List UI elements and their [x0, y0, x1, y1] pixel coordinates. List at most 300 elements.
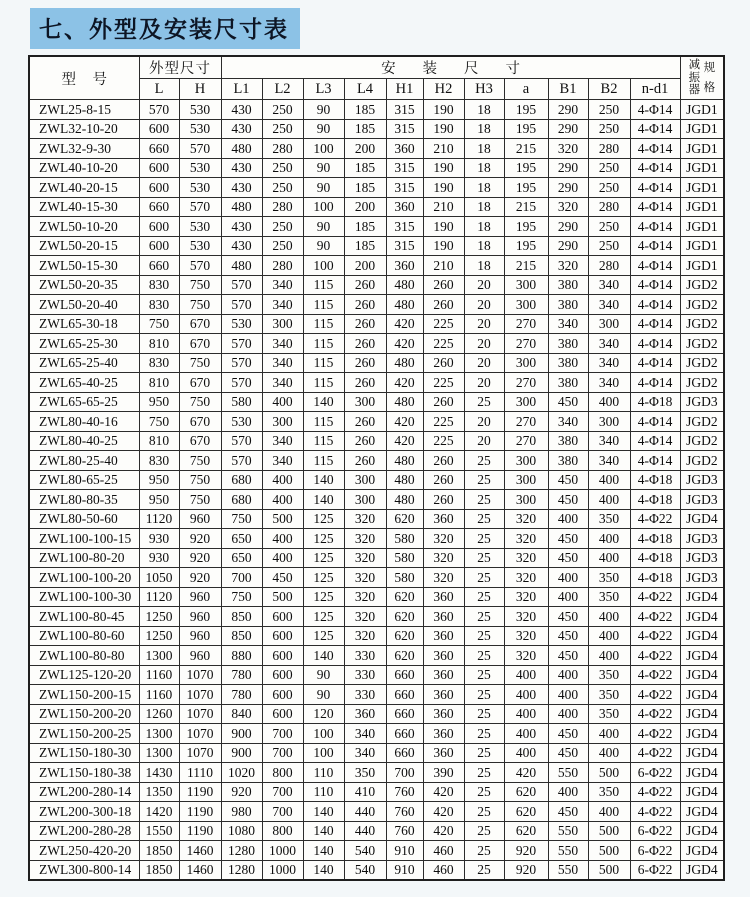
dim-cell: 1190	[179, 802, 221, 822]
dim-cell: 380	[548, 295, 588, 315]
model-cell: ZWL40-20-15	[29, 178, 139, 198]
dim-cell: 18	[464, 139, 504, 159]
dim-cell: 450	[548, 743, 588, 763]
dim-cell: 300	[262, 314, 303, 334]
dim-cell: 760	[386, 821, 423, 841]
dim-cell: 250	[588, 217, 630, 237]
dim-cell: 550	[548, 821, 588, 841]
dim-cell: 570	[221, 334, 262, 354]
dim-cell: 340	[262, 373, 303, 393]
dim-cell: 260	[344, 451, 386, 471]
dim-cell: 500	[262, 509, 303, 529]
dim-cell: 20	[464, 275, 504, 295]
dim-cell: 360	[423, 607, 464, 627]
model-column-header: 型 号	[29, 56, 139, 100]
column-header: L4	[344, 79, 386, 100]
dim-cell: 140	[303, 802, 344, 822]
dim-cell: 4-Φ22	[630, 626, 680, 646]
dim-cell: 140	[303, 470, 344, 490]
dim-cell: 330	[344, 685, 386, 705]
dim-cell: 360	[423, 743, 464, 763]
dim-cell: 18	[464, 178, 504, 198]
damper-spec-header	[680, 56, 724, 100]
dim-cell: 340	[588, 295, 630, 315]
dim-cell: 4-Φ14	[630, 451, 680, 471]
dim-cell: JGD2	[680, 314, 724, 334]
dim-cell: 420	[504, 763, 548, 783]
dim-cell: JGD4	[680, 821, 724, 841]
dim-cell: 830	[139, 451, 179, 471]
dim-cell: 300	[504, 392, 548, 412]
dim-cell: JGD2	[680, 295, 724, 315]
dim-cell: 350	[588, 587, 630, 607]
dim-cell: 350	[588, 685, 630, 705]
dim-cell: 140	[303, 392, 344, 412]
dim-cell: 530	[179, 158, 221, 178]
column-header: L1	[221, 79, 262, 100]
dim-cell: JGD4	[680, 587, 724, 607]
dim-cell: 290	[548, 100, 588, 120]
model-cell: ZWL80-40-16	[29, 412, 139, 432]
dim-cell: 330	[344, 646, 386, 666]
dim-cell: 25	[464, 821, 504, 841]
dim-cell: 25	[464, 587, 504, 607]
dim-cell: 570	[221, 451, 262, 471]
table-row	[29, 373, 724, 393]
dim-cell: 670	[179, 373, 221, 393]
dim-cell: 215	[504, 197, 548, 217]
model-cell: ZWL100-100-30	[29, 587, 139, 607]
dim-cell: 480	[386, 353, 423, 373]
dim-cell: 4-Φ14	[630, 314, 680, 334]
column-header: n-d1	[630, 79, 680, 100]
dim-cell: 320	[344, 607, 386, 627]
model-cell: ZWL300-800-14	[29, 860, 139, 880]
dim-cell: 6-Φ22	[630, 860, 680, 880]
dim-cell: 920	[179, 548, 221, 568]
dim-cell: 930	[139, 529, 179, 549]
dim-cell: 320	[504, 568, 548, 588]
dim-cell: 360	[423, 724, 464, 744]
dim-cell: 300	[344, 470, 386, 490]
dim-cell: 1190	[179, 782, 221, 802]
dim-cell: 1190	[179, 821, 221, 841]
dim-cell: 620	[386, 607, 423, 627]
dim-cell: 1460	[179, 860, 221, 880]
dim-cell: 1300	[139, 724, 179, 744]
dim-cell: 4-Φ22	[630, 509, 680, 529]
dim-cell: 300	[504, 275, 548, 295]
dim-cell: 400	[588, 743, 630, 763]
dim-cell: 100	[303, 256, 344, 276]
dim-cell: 195	[504, 100, 548, 120]
dim-cell: 1350	[139, 782, 179, 802]
table-row	[29, 724, 724, 744]
dim-cell: 1460	[179, 841, 221, 861]
table-row	[29, 392, 724, 412]
dim-cell: 195	[504, 119, 548, 139]
dim-cell: 320	[504, 509, 548, 529]
dim-cell: 440	[344, 821, 386, 841]
model-cell: ZWL100-100-20	[29, 568, 139, 588]
dim-cell: 300	[588, 412, 630, 432]
dim-cell: JGD2	[680, 373, 724, 393]
dim-cell: 530	[179, 100, 221, 120]
dim-cell: 340	[262, 295, 303, 315]
dim-cell: 340	[588, 451, 630, 471]
dim-cell: 1850	[139, 841, 179, 861]
dim-cell: 1080	[221, 821, 262, 841]
dim-cell: 225	[423, 431, 464, 451]
dim-cell: JGD2	[680, 275, 724, 295]
dim-cell: 570	[221, 373, 262, 393]
dim-cell: 260	[344, 353, 386, 373]
table-row	[29, 626, 724, 646]
dim-cell: 315	[386, 236, 423, 256]
dim-cell: 185	[344, 236, 386, 256]
dim-cell: 4-Φ22	[630, 704, 680, 724]
dim-cell: 700	[262, 782, 303, 802]
dim-cell: 200	[344, 197, 386, 217]
dim-cell: 450	[548, 626, 588, 646]
dim-cell: 330	[344, 665, 386, 685]
dim-cell: 1070	[179, 665, 221, 685]
dim-cell: 4-Φ14	[630, 119, 680, 139]
dim-cell: 25	[464, 451, 504, 471]
dim-cell: 1250	[139, 607, 179, 627]
dim-cell: 210	[423, 256, 464, 276]
dim-cell: JGD3	[680, 548, 724, 568]
table-row	[29, 470, 724, 490]
dim-cell: 260	[344, 314, 386, 334]
dim-cell: 215	[504, 139, 548, 159]
dim-cell: JGD2	[680, 451, 724, 471]
dim-cell: 620	[504, 821, 548, 841]
table-row	[29, 295, 724, 315]
dim-cell: 830	[139, 353, 179, 373]
dim-cell: 420	[423, 782, 464, 802]
dim-cell: 315	[386, 158, 423, 178]
model-cell: ZWL32-10-20	[29, 119, 139, 139]
dim-cell: 800	[262, 821, 303, 841]
dim-cell: 280	[262, 256, 303, 276]
dim-cell: 530	[179, 178, 221, 198]
model-cell: ZWL32-9-30	[29, 139, 139, 159]
dim-cell: 4-Φ22	[630, 685, 680, 705]
dim-cell: 900	[221, 724, 262, 744]
dim-cell: 300	[588, 314, 630, 334]
table-row	[29, 217, 724, 237]
dim-cell: 140	[303, 841, 344, 861]
dim-cell: 100	[303, 139, 344, 159]
dim-cell: 400	[548, 665, 588, 685]
dim-cell: 225	[423, 334, 464, 354]
dim-cell: 400	[588, 470, 630, 490]
dim-cell: 125	[303, 587, 344, 607]
dim-cell: 25	[464, 704, 504, 724]
dim-cell: 670	[179, 431, 221, 451]
table-row	[29, 412, 724, 432]
dim-cell: 430	[221, 178, 262, 198]
table-row	[29, 548, 724, 568]
model-cell: ZWL80-65-25	[29, 470, 139, 490]
dim-cell: 600	[139, 217, 179, 237]
dim-cell: 650	[221, 548, 262, 568]
dim-cell: 290	[548, 236, 588, 256]
dim-cell: 920	[179, 529, 221, 549]
dim-cell: 90	[303, 100, 344, 120]
dim-cell: 290	[548, 119, 588, 139]
table-row	[29, 100, 724, 120]
dim-cell: 400	[588, 802, 630, 822]
dim-cell: 270	[504, 373, 548, 393]
dim-cell: 200	[344, 139, 386, 159]
dim-cell: 280	[588, 197, 630, 217]
dim-cell: 1070	[179, 704, 221, 724]
dim-cell: 950	[139, 392, 179, 412]
table-row	[29, 197, 724, 217]
dim-cell: 250	[588, 100, 630, 120]
model-cell: ZWL200-280-14	[29, 782, 139, 802]
dim-cell: 4-Φ14	[630, 295, 680, 315]
dim-cell: 200	[344, 256, 386, 276]
dim-cell: 680	[221, 490, 262, 510]
dim-cell: 100	[303, 724, 344, 744]
dim-cell: 360	[386, 197, 423, 217]
dim-cell: 4-Φ22	[630, 646, 680, 666]
dim-cell: JGD4	[680, 685, 724, 705]
dim-cell: 400	[262, 490, 303, 510]
dim-cell: 320	[504, 607, 548, 627]
dim-cell: 315	[386, 100, 423, 120]
dim-cell: 550	[548, 763, 588, 783]
dim-cell: 760	[386, 782, 423, 802]
dim-cell: 340	[588, 373, 630, 393]
dim-cell: 320	[504, 587, 548, 607]
dim-cell: 4-Φ14	[630, 197, 680, 217]
dim-cell: 1250	[139, 626, 179, 646]
dim-cell: 430	[221, 158, 262, 178]
dim-cell: 340	[588, 353, 630, 373]
dim-cell: 25	[464, 392, 504, 412]
dim-cell: 225	[423, 314, 464, 334]
dim-cell: 360	[423, 587, 464, 607]
dim-cell: 225	[423, 412, 464, 432]
dim-cell: 115	[303, 314, 344, 334]
table-body	[29, 100, 724, 881]
dim-cell: 100	[303, 197, 344, 217]
dim-cell: 360	[423, 685, 464, 705]
dim-cell: 260	[423, 392, 464, 412]
dim-cell: 430	[221, 217, 262, 237]
dim-cell: 115	[303, 334, 344, 354]
dim-cell: 540	[344, 860, 386, 880]
dim-cell: 760	[386, 802, 423, 822]
dim-cell: 260	[344, 334, 386, 354]
dim-cell: 25	[464, 548, 504, 568]
dim-cell: 260	[344, 431, 386, 451]
dim-cell: 910	[386, 841, 423, 861]
dim-cell: 320	[344, 626, 386, 646]
dim-cell: 660	[386, 685, 423, 705]
dim-cell: 250	[262, 158, 303, 178]
dim-cell: 320	[504, 548, 548, 568]
dim-cell: 190	[423, 217, 464, 237]
dim-cell: 360	[423, 704, 464, 724]
dim-cell: 20	[464, 353, 504, 373]
dim-cell: JGD4	[680, 743, 724, 763]
dim-cell: 750	[179, 451, 221, 471]
dim-cell: 260	[423, 451, 464, 471]
dim-cell: 830	[139, 275, 179, 295]
page-title: 七、外型及安装尺寸表	[30, 8, 300, 49]
dim-cell: 400	[588, 548, 630, 568]
dim-cell: 340	[262, 431, 303, 451]
dim-cell: 620	[386, 626, 423, 646]
dim-cell: 480	[386, 490, 423, 510]
dim-cell: 480	[386, 295, 423, 315]
dim-cell: 20	[464, 334, 504, 354]
dim-cell: 4-Φ14	[630, 256, 680, 276]
dim-cell: 750	[179, 470, 221, 490]
dim-cell: 550	[548, 841, 588, 861]
dim-cell: 570	[179, 139, 221, 159]
column-header: B1	[548, 79, 588, 100]
dim-cell: 320	[504, 646, 548, 666]
column-header: a	[504, 79, 548, 100]
dim-cell: 430	[221, 100, 262, 120]
model-cell: ZWL80-25-40	[29, 451, 139, 471]
dim-cell: 450	[548, 470, 588, 490]
dim-cell: 300	[504, 451, 548, 471]
dim-cell: JGD1	[680, 158, 724, 178]
dim-cell: 90	[303, 236, 344, 256]
dim-cell: 4-Φ18	[630, 392, 680, 412]
dim-cell: 500	[262, 587, 303, 607]
dim-cell: 780	[221, 685, 262, 705]
dim-cell: 90	[303, 217, 344, 237]
model-cell: ZWL50-10-20	[29, 217, 139, 237]
dim-cell: 210	[423, 139, 464, 159]
model-cell: ZWL100-80-80	[29, 646, 139, 666]
dim-cell: 380	[548, 451, 588, 471]
dim-cell: 460	[423, 860, 464, 880]
column-header: L	[139, 79, 179, 100]
dim-cell: 620	[504, 802, 548, 822]
dim-cell: 700	[262, 724, 303, 744]
dim-cell: 750	[179, 275, 221, 295]
table-row	[29, 353, 724, 373]
dim-cell: JGD3	[680, 529, 724, 549]
dim-cell: 4-Φ14	[630, 236, 680, 256]
dim-cell: 380	[548, 275, 588, 295]
dim-cell: 1020	[221, 763, 262, 783]
dim-cell: 400	[588, 626, 630, 646]
table-row	[29, 704, 724, 724]
dim-cell: 1300	[139, 646, 179, 666]
dim-cell: 20	[464, 314, 504, 334]
model-cell: ZWL65-25-40	[29, 353, 139, 373]
dim-cell: 320	[344, 568, 386, 588]
column-header: H3	[464, 79, 504, 100]
dim-cell: JGD4	[680, 626, 724, 646]
dim-cell: JGD1	[680, 256, 724, 276]
dim-cell: 350	[588, 568, 630, 588]
dim-cell: 1280	[221, 860, 262, 880]
dim-cell: 750	[179, 295, 221, 315]
dim-cell: JGD4	[680, 763, 724, 783]
table-row	[29, 743, 724, 763]
dim-cell: 4-Φ14	[630, 412, 680, 432]
dim-cell: 450	[548, 548, 588, 568]
dim-cell: 210	[423, 197, 464, 217]
dim-cell: 125	[303, 548, 344, 568]
table-row	[29, 568, 724, 588]
column-header: L3	[303, 79, 344, 100]
dim-cell: 250	[262, 119, 303, 139]
dim-cell: 420	[386, 412, 423, 432]
dim-cell: 400	[504, 685, 548, 705]
dim-cell: 600	[262, 626, 303, 646]
table-row	[29, 665, 724, 685]
dim-cell: 260	[423, 470, 464, 490]
dim-cell: 140	[303, 860, 344, 880]
dim-cell: 4-Φ14	[630, 178, 680, 198]
dim-cell: 115	[303, 412, 344, 432]
dim-cell: 400	[504, 665, 548, 685]
dim-cell: 260	[344, 275, 386, 295]
dim-cell: 430	[221, 236, 262, 256]
dim-cell: 320	[504, 529, 548, 549]
dim-cell: 110	[303, 782, 344, 802]
dim-cell: 480	[221, 197, 262, 217]
dim-cell: 25	[464, 763, 504, 783]
dim-cell: 25	[464, 782, 504, 802]
dim-cell: 1000	[262, 860, 303, 880]
table-row	[29, 860, 724, 880]
dim-cell: 440	[344, 802, 386, 822]
dim-cell: 360	[344, 704, 386, 724]
dim-cell: 960	[179, 607, 221, 627]
dim-cell: 195	[504, 158, 548, 178]
dim-cell: 480	[221, 139, 262, 159]
dim-cell: 4-Φ14	[630, 275, 680, 295]
dim-cell: 750	[179, 490, 221, 510]
dim-cell: 18	[464, 158, 504, 178]
model-cell: ZWL100-80-60	[29, 626, 139, 646]
dim-cell: JGD3	[680, 392, 724, 412]
dim-cell: 810	[139, 431, 179, 451]
table-row	[29, 802, 724, 822]
table-row	[29, 646, 724, 666]
dim-cell: 125	[303, 568, 344, 588]
dim-cell: 320	[344, 509, 386, 529]
dim-cell: 190	[423, 119, 464, 139]
dim-cell: 4-Φ22	[630, 782, 680, 802]
dim-cell: 18	[464, 100, 504, 120]
column-header: H1	[386, 79, 423, 100]
dim-cell: 280	[588, 139, 630, 159]
dim-cell: 400	[588, 724, 630, 744]
dim-cell: 340	[344, 724, 386, 744]
dim-cell: 320	[548, 139, 588, 159]
dim-cell: 1550	[139, 821, 179, 841]
dim-cell: 260	[344, 295, 386, 315]
dim-cell: 530	[221, 314, 262, 334]
dim-cell: 290	[548, 158, 588, 178]
dim-cell: 125	[303, 607, 344, 627]
dim-cell: 320	[423, 529, 464, 549]
